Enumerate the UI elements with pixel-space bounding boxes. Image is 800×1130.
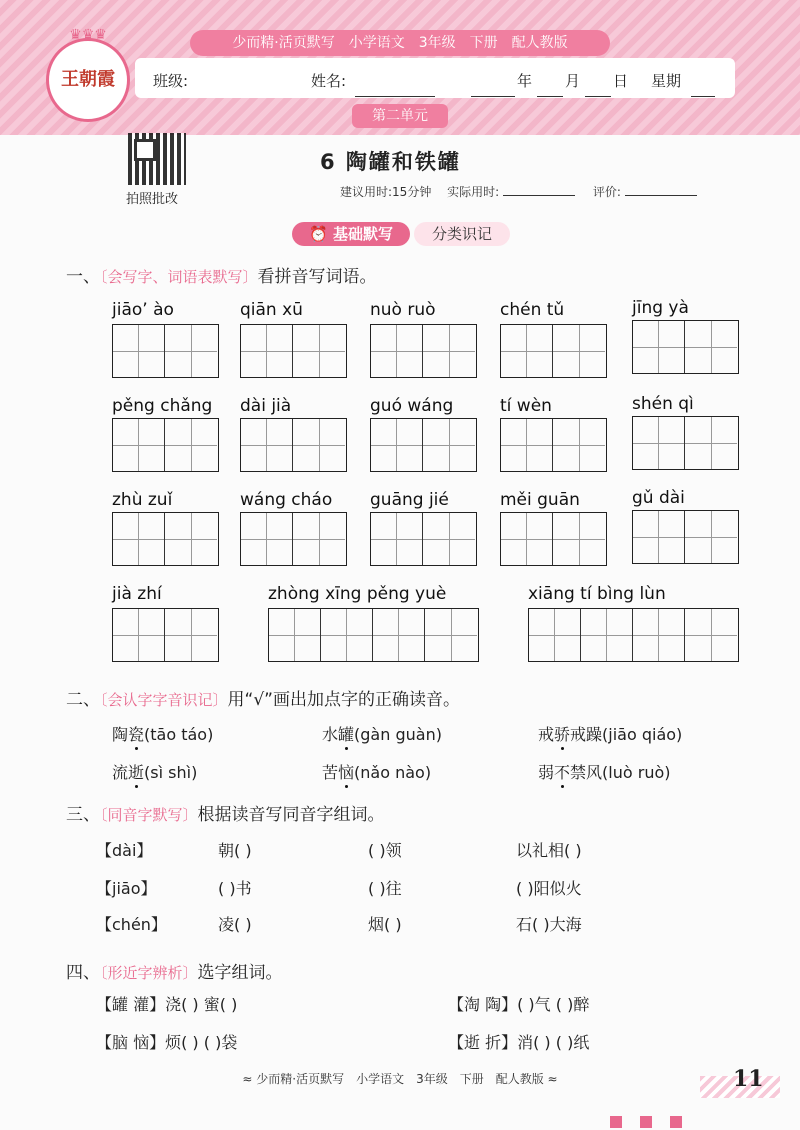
pinyin-prompt: pěng chǎng (112, 396, 213, 416)
word-part: 苦 (322, 763, 339, 782)
q2-tag: 〔会认字字音识记〕 (100, 691, 228, 709)
char-choice-item[interactable]: 【罐 灌】浇( ) 蜜( ) (96, 995, 238, 1014)
fill-blank[interactable]: ( )领 (368, 841, 402, 860)
reading-item[interactable] (538, 722, 682, 745)
dotted-char: 罐 (338, 725, 355, 744)
q4-instruction: 选字组词。 (197, 963, 283, 983)
q1-instruction: 看拼音写词语。 (257, 267, 377, 287)
writing-cell[interactable] (293, 419, 345, 471)
reading-options[interactable]: (gàn guàn) (354, 725, 442, 744)
footer-square (640, 1116, 652, 1128)
q4-number: 四、 (66, 963, 100, 983)
q4-heading (66, 958, 283, 983)
writing-cell[interactable] (165, 609, 217, 661)
footer-square (670, 1116, 682, 1128)
writing-cell[interactable] (633, 321, 685, 373)
q3-tag: 〔同音字默写〕 (100, 806, 198, 824)
q4-tag: 〔形近字辨析〕 (100, 964, 198, 982)
week-field[interactable] (691, 82, 715, 97)
writing-cell[interactable] (165, 325, 217, 377)
writing-cell[interactable] (293, 513, 345, 565)
logo-text: 王朝霞 (61, 69, 115, 90)
pinyin-prompt: jīng yà (632, 298, 689, 318)
word-part: 戒躁 (570, 725, 603, 744)
q1-number: 一、 (66, 267, 100, 287)
rating-label: 评价: (592, 185, 621, 199)
pinyin-key: 【jiāo】 (96, 879, 157, 898)
writing-cell[interactable] (633, 417, 685, 469)
writing-cell[interactable] (685, 609, 737, 661)
q1-tag: 〔会写字、词语表默写〕 (100, 268, 258, 286)
banner-category: 分类识记 (414, 222, 510, 246)
crown-icon: ♛♛♛ (69, 27, 107, 43)
day-label: 日 (613, 72, 629, 90)
char-choice-item[interactable]: 【逝 折】消( ) ( )纸 (448, 1033, 590, 1052)
pinyin-prompt: jiāo’ ào (112, 300, 174, 320)
pinyin-prompt: wáng cháo (240, 490, 333, 510)
fill-blank[interactable]: 石( )大海 (516, 915, 582, 934)
q2-number: 二、 (66, 690, 100, 710)
qr-code-icon[interactable] (128, 133, 186, 185)
writing-cell[interactable] (581, 609, 633, 661)
series-title: 少而精·活页默写 小学语文 3年级 下册 配人教版 (190, 30, 610, 56)
reading-options[interactable]: (luò ruò) (602, 763, 671, 782)
writing-grid[interactable] (632, 416, 739, 470)
student-info-bar (135, 58, 735, 98)
writing-grid[interactable] (112, 512, 219, 566)
rating-field[interactable] (625, 181, 697, 196)
writing-grid[interactable] (528, 608, 739, 662)
reading-options[interactable]: (sì shì) (144, 763, 198, 782)
year-label: 年 (517, 72, 533, 90)
pinyin-key: 【chén】 (96, 915, 167, 934)
writing-grid[interactable] (500, 512, 607, 566)
reading-options[interactable]: (tāo táo) (144, 725, 214, 744)
class-label: 班级: (153, 72, 189, 90)
writing-cell[interactable] (553, 419, 605, 471)
dotted-char: 瓷 (128, 725, 145, 744)
lesson-meta (340, 181, 697, 200)
dotted-char: 骄 (554, 725, 571, 744)
writing-cell[interactable] (425, 609, 477, 661)
writing-grid[interactable] (240, 418, 347, 472)
footer-series: ≈ 少而精·活页默写 小学语文 3年级 下册 配人教版 ≈ (242, 1072, 558, 1086)
writing-grid[interactable] (112, 324, 219, 378)
q1-heading (66, 262, 377, 287)
writing-grid[interactable] (112, 608, 219, 662)
writing-cell[interactable] (423, 419, 475, 471)
writing-cell[interactable] (423, 513, 475, 565)
pinyin-prompt: guāng jié (370, 490, 449, 510)
dotted-char: 逝 (128, 763, 145, 782)
writing-cell[interactable] (633, 511, 685, 563)
word-part: 陶 (112, 725, 129, 744)
pinyin-prompt: jià zhí (112, 584, 162, 604)
month-label: 月 (565, 72, 581, 90)
writing-grid[interactable] (240, 324, 347, 378)
dotted-char: 恼 (338, 763, 355, 782)
year-field[interactable] (471, 82, 515, 97)
writing-cell[interactable] (685, 511, 737, 563)
writing-grid[interactable] (268, 608, 479, 662)
pinyin-prompt: měi guān (500, 490, 580, 510)
writing-grid[interactable] (370, 324, 477, 378)
fill-blank[interactable]: ( )往 (368, 879, 402, 898)
pinyin-prompt: chén tǔ (500, 300, 565, 320)
page-number: 11 (733, 1066, 764, 1092)
month-field[interactable] (537, 82, 563, 97)
writing-grid[interactable] (632, 320, 739, 374)
fill-blank[interactable]: 凌( ) (218, 915, 252, 934)
writing-grid[interactable] (500, 418, 607, 472)
writing-cell[interactable] (501, 513, 553, 565)
pinyin-prompt: qiān xū (240, 300, 303, 320)
writing-cell[interactable] (241, 513, 293, 565)
week-label: 星期 (651, 72, 682, 90)
q3-instruction: 根据读音写同音字组词。 (197, 805, 385, 825)
writing-cell[interactable] (553, 325, 605, 377)
pinyin-key: 【dài】 (96, 841, 153, 860)
writing-cell[interactable] (501, 325, 553, 377)
writing-cell[interactable] (685, 321, 737, 373)
q3-number: 三、 (66, 805, 100, 825)
word-part: 禁风 (570, 763, 603, 782)
pinyin-prompt: shén qì (632, 394, 694, 414)
writing-grid[interactable] (370, 512, 477, 566)
writing-cell[interactable] (165, 419, 217, 471)
fill-blank[interactable]: 烟( ) (368, 915, 402, 934)
reading-item[interactable] (538, 760, 671, 783)
writing-cell[interactable] (529, 609, 581, 661)
writing-cell[interactable] (241, 419, 293, 471)
pinyin-prompt: nuò ruò (370, 300, 436, 320)
banner-basic: ⏰ 基础默写 (292, 222, 410, 246)
writing-cell[interactable] (113, 419, 165, 471)
q2-heading (66, 685, 460, 710)
writing-cell[interactable] (553, 513, 605, 565)
writing-cell[interactable] (633, 609, 685, 661)
writing-cell[interactable] (321, 609, 373, 661)
writing-cell[interactable] (373, 609, 425, 661)
footer-square (610, 1116, 622, 1128)
writing-cell[interactable] (371, 325, 423, 377)
name-field[interactable] (355, 82, 435, 97)
word-part: 戒 (538, 725, 555, 744)
word-part: 水 (322, 725, 339, 744)
writing-cell[interactable] (269, 609, 321, 661)
writing-grid[interactable] (240, 512, 347, 566)
writing-cell[interactable] (293, 325, 345, 377)
fill-blank[interactable]: ( )阳似火 (516, 879, 582, 898)
writing-cell[interactable] (501, 419, 553, 471)
q2-instruction: 用“√”画出加点字的正确读音。 (227, 690, 460, 710)
reading-item[interactable] (322, 760, 431, 783)
name-label: 姓名: (311, 72, 347, 90)
reading-item[interactable] (322, 722, 442, 745)
q3-heading (66, 800, 385, 825)
writing-cell[interactable] (241, 325, 293, 377)
writing-grid[interactable] (500, 324, 607, 378)
reading-item[interactable] (112, 760, 197, 783)
brand-logo (46, 27, 130, 122)
qr-caption: 拍照批改 (126, 192, 179, 207)
dotted-char: 不 (554, 763, 571, 782)
pinyin-prompt: zhòng xīng pěng yuè (268, 584, 447, 604)
writing-cell[interactable] (113, 325, 165, 377)
suggested-time: 建议用时:15分钟 (340, 185, 432, 199)
unit-tab: 第二单元 (352, 104, 448, 128)
writing-cell[interactable] (165, 513, 217, 565)
lesson-title: 6 陶罐和铁罐 (320, 150, 461, 174)
writing-grid[interactable] (370, 418, 477, 472)
fill-blank[interactable]: ( )书 (218, 879, 252, 898)
section-banner (292, 222, 510, 246)
writing-grid[interactable] (632, 510, 739, 564)
reading-options[interactable]: (nǎo nào) (354, 763, 432, 782)
fill-blank[interactable]: 朝( ) (218, 841, 252, 860)
writing-cell[interactable] (371, 419, 423, 471)
actual-time-label: 实际用时: (447, 185, 500, 199)
word-part: 流 (112, 763, 129, 782)
writing-cell[interactable] (423, 325, 475, 377)
day-field[interactable] (585, 82, 611, 97)
char-choice-item[interactable]: 【淘 陶】( )气 ( )醉 (448, 995, 590, 1014)
writing-cell[interactable] (371, 513, 423, 565)
writing-cell[interactable] (113, 609, 165, 661)
pinyin-prompt: xiāng tí bìng lùn (528, 584, 666, 604)
writing-cell[interactable] (685, 417, 737, 469)
pinyin-prompt: zhù zuǐ (112, 490, 173, 510)
writing-cell[interactable] (113, 513, 165, 565)
fill-blank[interactable]: 以礼相( ) (516, 841, 582, 860)
char-choice-item[interactable]: 【脑 恼】烦( ) ( )袋 (96, 1033, 238, 1052)
reading-item[interactable] (112, 722, 213, 745)
actual-time-field[interactable] (503, 181, 575, 196)
reading-options[interactable]: (jiāo qiáo) (602, 725, 683, 744)
writing-grid[interactable] (112, 418, 219, 472)
pinyin-prompt: gǔ dài (632, 488, 685, 508)
pinyin-prompt: guó wáng (370, 396, 454, 416)
pinyin-prompt: dài jià (240, 396, 292, 416)
word-part: 弱 (538, 763, 555, 782)
pinyin-prompt: tí wèn (500, 396, 552, 416)
